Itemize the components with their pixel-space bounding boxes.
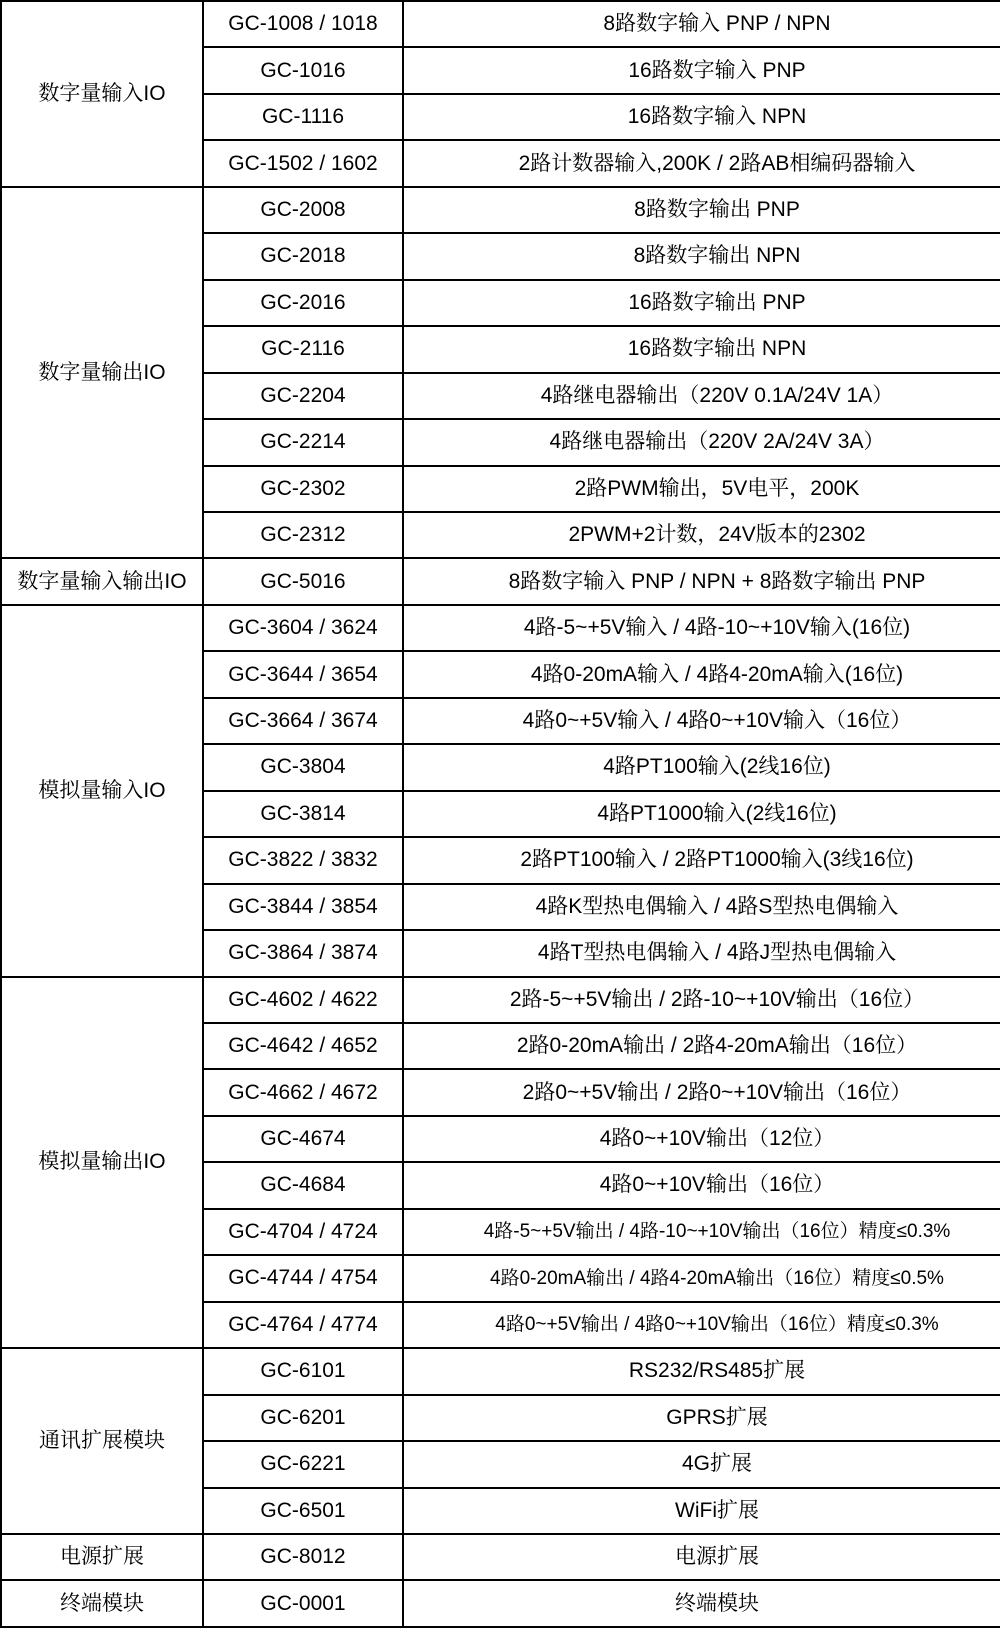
description-cell: 4路0~+5V输入 / 4路0~+10V输入（16位）: [403, 698, 1000, 744]
model-cell: GC-3604 / 3624: [203, 605, 403, 651]
table-row: [1, 1348, 1000, 1394]
model-cell: GC-3814: [203, 791, 403, 837]
description-cell: 8路数字输入 PNP / NPN + 8路数字输出 PNP: [403, 558, 1000, 604]
category-cell: 电源扩展: [1, 1534, 203, 1580]
model-cell: GC-2214: [203, 419, 403, 465]
table-row: [1, 558, 1000, 604]
description-cell: 8路数字输入 PNP / NPN: [403, 1, 1000, 47]
description-cell: 16路数字输入 NPN: [403, 94, 1000, 140]
model-cell: GC-2204: [203, 373, 403, 419]
model-cell: GC-2018: [203, 233, 403, 279]
category-cell: 通讯扩展模块: [1, 1348, 203, 1534]
model-cell: GC-4704 / 4724: [203, 1209, 403, 1255]
description-cell: 4路PT100输入(2线16位): [403, 744, 1000, 790]
description-cell: 8路数字输出 PNP: [403, 187, 1000, 233]
description-cell: 16路数字输入 PNP: [403, 47, 1000, 93]
model-cell: GC-3644 / 3654: [203, 651, 403, 697]
description-cell: 4路0~+5V输出 / 4路0~+10V输出（16位）精度≤0.3%: [403, 1302, 1000, 1348]
table-row: [1, 1580, 1000, 1627]
description-cell: 4路0~+10V输出（12位）: [403, 1116, 1000, 1162]
model-cell: GC-6501: [203, 1488, 403, 1534]
description-cell: 4路K型热电偶输入 / 4路S型热电偶输入: [403, 884, 1000, 930]
description-cell: WiFi扩展: [403, 1488, 1000, 1534]
description-cell: 4路0-20mA输入 / 4路4-20mA输入(16位): [403, 651, 1000, 697]
model-cell: GC-3864 / 3874: [203, 930, 403, 976]
description-cell: GPRS扩展: [403, 1395, 1000, 1441]
model-cell: GC-1008 / 1018: [203, 1, 403, 47]
description-cell: 2路计数器输入,200K / 2路AB相编码器输入: [403, 140, 1000, 186]
model-cell: GC-5016: [203, 558, 403, 604]
model-cell: GC-3664 / 3674: [203, 698, 403, 744]
model-cell: GC-4674: [203, 1116, 403, 1162]
description-cell: 4路0~+10V输出（16位）: [403, 1162, 1000, 1208]
model-cell: GC-4602 / 4622: [203, 977, 403, 1023]
model-cell: GC-2116: [203, 326, 403, 372]
table-row: [1, 187, 1000, 233]
model-cell: GC-4764 / 4774: [203, 1302, 403, 1348]
description-cell: 4路-5~+5V输入 / 4路-10~+10V输入(16位): [403, 605, 1000, 651]
model-cell: GC-0001: [203, 1580, 403, 1627]
model-cell: GC-3804: [203, 744, 403, 790]
description-cell: 2路PWM输出，5V电平，200K: [403, 466, 1000, 512]
description-cell: 4路继电器输出（220V 2A/24V 3A）: [403, 419, 1000, 465]
table-row: [1, 1, 1000, 47]
model-cell: GC-2302: [203, 466, 403, 512]
description-cell: 4路0-20mA输出 / 4路4-20mA输出（16位）精度≤0.5%: [403, 1255, 1000, 1301]
table-row: [1, 977, 1000, 1023]
model-cell: GC-4662 / 4672: [203, 1069, 403, 1115]
model-cell: GC-2008: [203, 187, 403, 233]
description-cell: 16路数字输出 PNP: [403, 280, 1000, 326]
description-cell: 2路0-20mA输出 / 2路4-20mA输出（16位）: [403, 1023, 1000, 1069]
table-row: [1, 605, 1000, 651]
model-cell: GC-3844 / 3854: [203, 884, 403, 930]
description-cell: 4G扩展: [403, 1441, 1000, 1487]
category-cell: 终端模块: [1, 1580, 203, 1627]
description-cell: 2路PT100输入 / 2路PT1000输入(3线16位): [403, 837, 1000, 883]
category-cell: 数字量输出IO: [1, 187, 203, 559]
model-cell: GC-2016: [203, 280, 403, 326]
description-cell: 终端模块: [403, 1580, 1000, 1627]
description-cell: 2PWM+2计数，24V版本的2302: [403, 512, 1000, 558]
model-cell: GC-8012: [203, 1534, 403, 1580]
model-cell: GC-6201: [203, 1395, 403, 1441]
description-cell: 4路PT1000输入(2线16位): [403, 791, 1000, 837]
model-cell: GC-1016: [203, 47, 403, 93]
model-cell: GC-2312: [203, 512, 403, 558]
description-cell: 8路数字输出 NPN: [403, 233, 1000, 279]
model-cell: GC-4684: [203, 1162, 403, 1208]
category-cell: 数字量输入IO: [1, 1, 203, 187]
description-cell: 16路数字输出 NPN: [403, 326, 1000, 372]
description-cell: RS232/RS485扩展: [403, 1348, 1000, 1394]
description-cell: 4路继电器输出（220V 0.1A/24V 1A）: [403, 373, 1000, 419]
description-cell: 2路-5~+5V输出 / 2路-10~+10V输出（16位）: [403, 977, 1000, 1023]
table-row: [1, 1534, 1000, 1580]
model-cell: GC-3822 / 3832: [203, 837, 403, 883]
model-cell: GC-1116: [203, 94, 403, 140]
description-cell: 4路T型热电偶输入 / 4路J型热电偶输入: [403, 930, 1000, 976]
model-cell: GC-4744 / 4754: [203, 1255, 403, 1301]
description-cell: 2路0~+5V输出 / 2路0~+10V输出（16位）: [403, 1069, 1000, 1115]
category-cell: 模拟量输入IO: [1, 605, 203, 977]
model-cell: GC-6221: [203, 1441, 403, 1487]
category-cell: 数字量输入输出IO: [1, 558, 203, 604]
model-cell: GC-4642 / 4652: [203, 1023, 403, 1069]
description-cell: 4路-5~+5V输出 / 4路-10~+10V输出（16位）精度≤0.3%: [403, 1209, 1000, 1255]
category-cell: 模拟量输出IO: [1, 977, 203, 1349]
model-cell: GC-6101: [203, 1348, 403, 1394]
description-cell: 电源扩展: [403, 1534, 1000, 1580]
model-cell: GC-1502 / 1602: [203, 140, 403, 186]
